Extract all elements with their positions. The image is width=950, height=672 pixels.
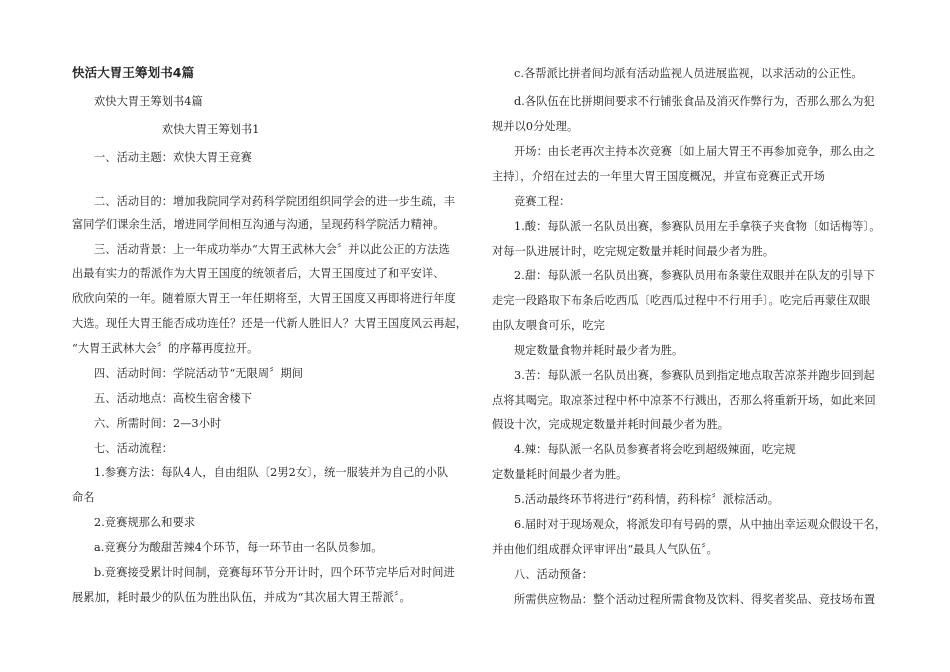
paragraph-line: 出最有实力的帮派作为大胃王国度的统领者后，大胃王国度过了和平安详、 xyxy=(72,267,445,280)
section-heading: 欢快大胃王筹划书1 xyxy=(162,123,260,136)
paragraph-line: 开场：由长老再次主持本次竞赛〔如上届大胃王不再参加竞争，那么由之 xyxy=(514,145,876,158)
paragraph-line: 七、活动流程： xyxy=(94,442,174,455)
paragraph-line: 四、活动时间：学院活动节“无限周〞期间 xyxy=(94,367,303,380)
paragraph-line: c.各帮派比拼者间均派有活动监视人员进展监视，以求活动的公正性。 xyxy=(514,67,863,80)
paragraph-line: 点将其喝完。取凉茶过程中杯中凉茶不行溅出，否那么将重新开场，如此来回 xyxy=(492,394,876,407)
paragraph-line: 展累加，耗时最少的队伍为胜出队伍，并成为“其次届大胃王帮派〞。 xyxy=(72,591,411,604)
paragraph-line: a.竞赛分为酸甜苦辣4个环节，每一环节由一名队员参加。 xyxy=(94,541,383,554)
paragraph-line: d.各队伍在比拼期间要求不行铺张食品及消灭作弊行为，否那么那么为犯 xyxy=(514,95,875,108)
paragraph-line: 假设十次，完成规定数量并耗时间最少者为胜。 xyxy=(492,418,730,431)
paragraph-line: 并由他们组成群众评审评出“最具人气队伍〞。 xyxy=(492,543,718,556)
paragraph-line: 由队友喂食可乐，吃完 xyxy=(492,319,605,332)
paragraph-line: 4.辣：每队派一名队员参赛者将会吃到超级辣面，吃完规 xyxy=(514,443,796,456)
paragraph-line: 竞赛工程： xyxy=(514,195,571,208)
paragraph-line: “大胃王武林大会〞的序幕再度拉开。 xyxy=(72,342,259,355)
paragraph-line: 一、活动主题：欢快大胃王竞赛 xyxy=(94,151,253,164)
paragraph-line: 欣欣向荣的一年。随着原大胃王一年任期将至，大胃王国度又再即将进行年度 xyxy=(72,292,456,305)
paragraph-line: 对每一队进展计时，吃完规定数量并耗时间最少者为胜。 xyxy=(492,245,775,258)
paragraph-line: 所需供应物品：整个活动过程所需食物及饮料、得奖者奖品、竞技场布置 xyxy=(514,593,876,606)
paragraph-line: b.竞赛接受累计时间制，竞赛每环节分开计时，四个环节完毕后对时间进 xyxy=(94,566,455,579)
paragraph-line: 大选。现任大胃王能否成功连任？还是一代新人胜旧人？大胃王国度风云再起， xyxy=(72,317,468,330)
document-title: 快活大胃王筹划书4篇 xyxy=(72,65,195,80)
paragraph-line: 6.届时对于现场观众，将派发印有号码的票，从中抽出幸运观众假设干名， xyxy=(514,518,887,531)
paragraph-line: 走完一段路取下布条后吃西瓜〔吃西瓜过程中不行用手〕。吃完后再蒙住双眼 xyxy=(492,294,871,307)
paragraph-line: 定数量耗时间最少者为胜。 xyxy=(492,468,628,481)
paragraph-line: 主持〕，介绍在过去的一年里大胃王国度概况，并宣布竞赛正式开场 xyxy=(492,170,826,183)
paragraph-line: 1.参赛方法：每队4人，自由组队〔2男2女〕，统一服装并为自己的小队 xyxy=(94,466,449,479)
paragraph-line: 八、活动预备： xyxy=(514,568,594,581)
paragraph-line: 五、活动地点：高校生宿舍楼下 xyxy=(94,392,253,405)
paragraph-line: 3.苦：每队派一名队员出赛，参赛队员到指定地点取苦凉茶并跑步回到起 xyxy=(514,369,875,382)
paragraph-line: 三、活动背景：上一年成功举办“大胃王武林大会〞并以此公正的方法选 xyxy=(94,243,450,256)
paragraph-line: 规并以0分处理。 xyxy=(492,120,579,133)
paragraph-line: 5.活动最终环节将进行“药科情，药科棕〞派棕活动。 xyxy=(514,493,780,506)
paragraph-line: 六、所需时间：2—3小时 xyxy=(94,417,222,430)
paragraph-line: 规定数量食物并耗时最少者为胜。 xyxy=(514,344,684,357)
paragraph-line: 富同学们课余生活，增进同学间相互沟通与沟通，呈现药科学院活力精神。 xyxy=(72,218,445,231)
paragraph-line: 2.竞赛规那么和要求 xyxy=(94,516,196,529)
paragraph-line: 2.甜：每队派一名队员出赛，参赛队员用布条蒙住双眼并在队友的引导下 xyxy=(514,269,875,282)
paragraph-line: 命名 xyxy=(72,491,95,504)
paragraph-line: 1.酸：每队派一名队员出赛，参赛队员用左手拿筷子夹食物〔如话梅等〕。 xyxy=(514,220,881,233)
paragraph-line: 欢快大胃王筹划书4篇 xyxy=(94,95,203,108)
paragraph-line: 二、活动目的：增加我院同学对药科学院团组织同学会的进一步生疏，丰 xyxy=(94,195,456,208)
